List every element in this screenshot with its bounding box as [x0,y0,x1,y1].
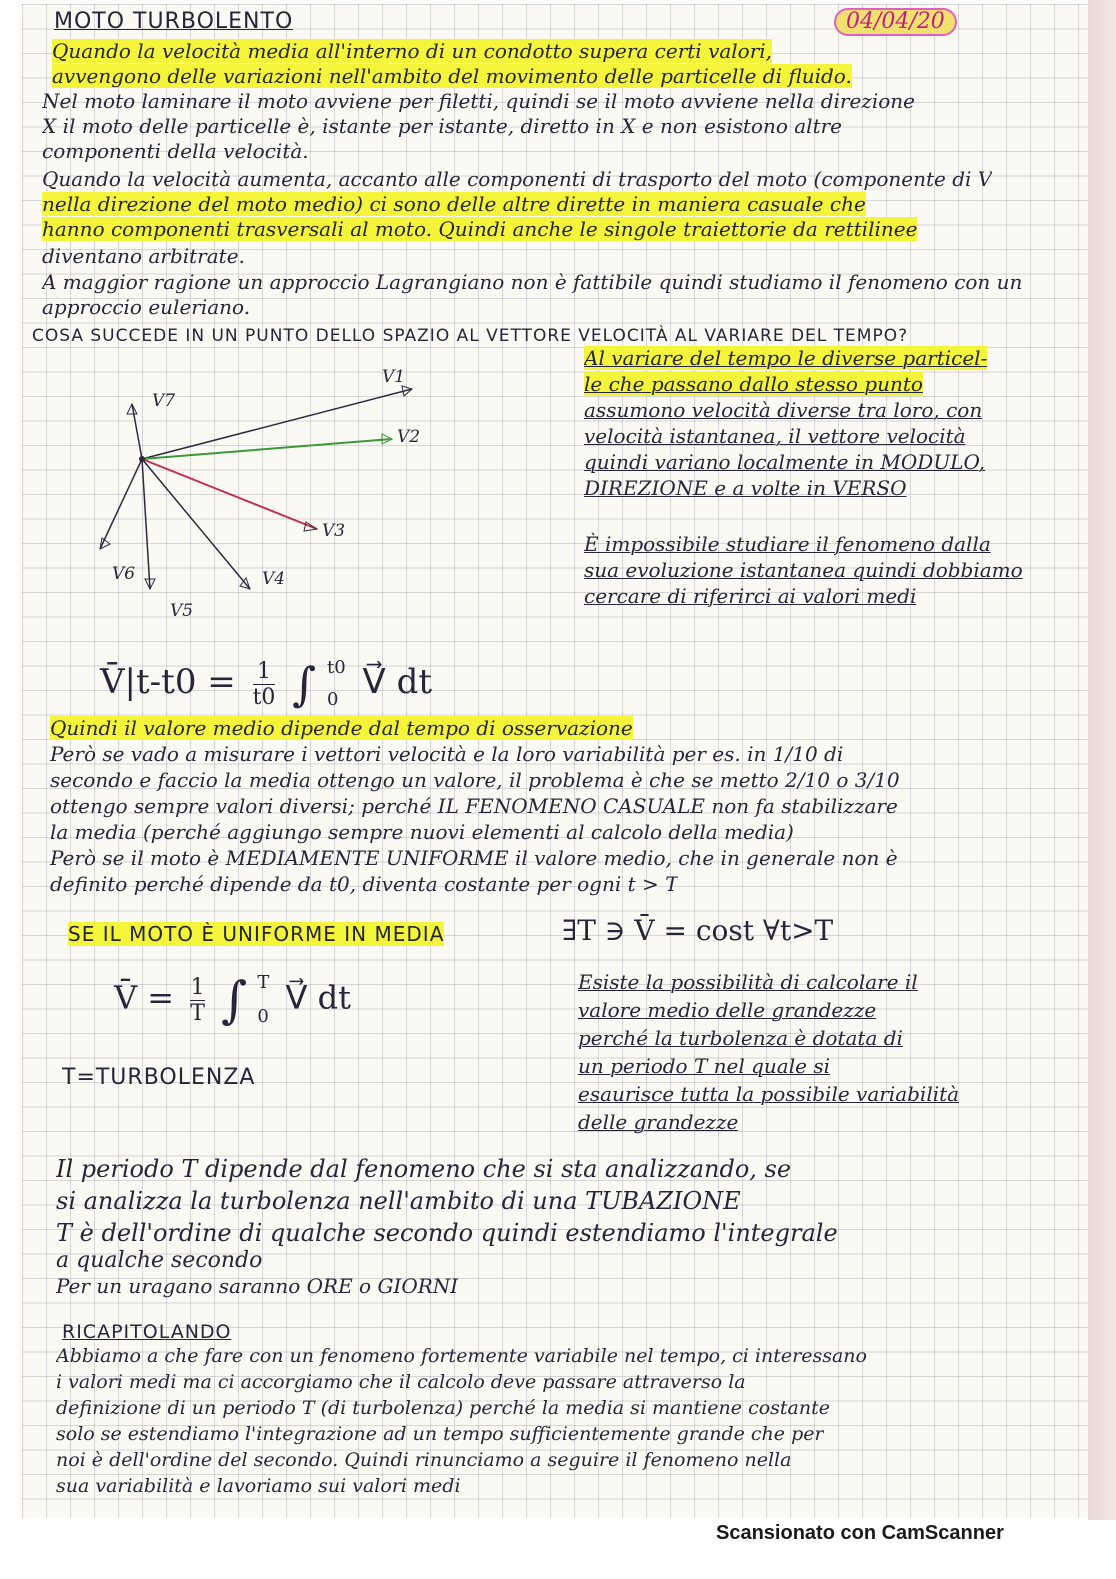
scanner-footer: Scansionato con CamScanner [716,1522,1004,1544]
formula-uniform-integrand: V⃗ dt [285,978,351,1017]
variation-line-2: le che passano dallo stesso punto [584,372,923,396]
vector-v3 [142,459,317,529]
label-v2: V2 [397,427,421,447]
period-line-2: si analizza la turbolenza nell'ambito di una TUBAZIONE [56,1187,741,1215]
formula-uniform-lhs: V̄ = [114,978,175,1017]
mean-line-4: ottengo sempre valori diversi; perché IL FENOMENO CASUALE non fa stabilizzare [50,794,898,818]
impossible-line-3: cercare di riferirci ai valori medi [584,584,917,608]
formula-uniform-upper: T [257,972,270,993]
formula-time-mean [100,652,432,716]
intro-line-4: X il moto delle particelle è, istante per istante, diretto in X e non esistono altre [42,114,843,138]
formula-time-mean-lhs: V̄|t-t0 = [100,662,236,702]
mean-line-1 [50,716,633,740]
period-line-3: T è dell'ordine di qualche secondo quindi estendiamo l'integrale [56,1219,838,1247]
period-line-5: Per un uragano saranno ORE o GIORNI [56,1274,459,1298]
summary-line-5: noi è dell'ordine del secondo. Quindi rinunciamo a seguire il fenomeno nella [56,1449,792,1471]
summary-line-1: Abbiamo a che fare con un fenomeno fortemente variabile nel tempo, ci interessano [56,1345,867,1367]
formula-time-mean-den: t0 [252,684,276,710]
period-line-4: a qualche secondo [56,1248,263,1273]
label-v6: V6 [112,564,136,584]
period-side-line-5: esaurisce tutta la possibile variabilità [578,1082,960,1106]
intro-line-11: approccio euleriano. [42,295,251,319]
period-side-line-4: un periodo T nel quale si [578,1054,830,1078]
formula-time-mean-lower: 0 [327,689,339,710]
formula-uniform-integral: ∫ [221,971,248,1029]
mean-line-1-text: Quindi il valore medio dipende dal tempo di osservazione [50,716,633,740]
variation-line-4: velocità istantanea, il vettore velocità [584,424,966,448]
intro-line-9: diventano arbitrate. [42,244,245,268]
intro-line-2: avvengono delle variazioni nell'ambito del movimento delle particelle di fluido. [52,64,852,88]
formula-uniform-den: T [190,1000,205,1026]
formula-time-mean-num: 1 [253,659,276,685]
formula-uniform-mean [114,966,351,1034]
summary-line-4: solo se estendiamo l'integrazione ad un tempo sufficientemente grande che per [56,1423,824,1445]
formula-time-mean-integral: ∫ [292,657,317,711]
label-v4: V4 [262,569,286,589]
formula-time-mean-integrand: V⃗ dt [362,662,433,702]
date-badge: 04/04/20 [834,8,957,36]
impossible-line-2: sua evoluzione istantanea quindi dobbiamo [584,558,1023,582]
page-title: MOTO TURBOLENTO [54,10,294,34]
formula-uniform-num: 1 [190,974,205,1000]
intro-line-8: hanno componenti trasversali al moto. Quindi anche le singole traiettorie da rettilinee [42,217,918,241]
impossible-line-1: È impossibile studiare il fenomeno dalla [584,532,991,556]
vector-v5 [142,459,150,589]
intro-line-6: Quando la velocità aumenta, accanto alle componenti di trasporto del moto (componente di V [42,167,993,191]
label-v3: V3 [322,521,346,541]
page-edge [1088,0,1116,1520]
variation-line-6: DIREZIONE e a volte in VERSO [584,476,907,500]
formula-uniform-lower: 0 [257,1006,269,1027]
mean-line-7: definito perché dipende da t0, diventa costante per ogni t > T [50,872,679,896]
uniform-heading: SE IL MOTO È UNIFORME IN MEDIA [68,922,445,946]
period-side-line-2: valore medio delle grandezze [578,998,877,1022]
label-v5: V5 [170,601,194,621]
intro-line-7: nella direzione del moto medio) ci sono delle altre dirette in maniera casuale che [42,192,866,216]
intro-line-3: Nel moto laminare il moto avviene per filetti, quindi se il moto avviene nella direzione [42,89,915,113]
variation-line-5: quindi variano localmente in MODULO, [584,450,986,474]
summary-line-6: sua variabilità e lavoriamo sui valori medi [56,1475,461,1497]
vector-v6 [100,459,142,549]
intro-line-10: A maggior ragione un approccio Lagrangiano non è fattibile quindi studiamo il fenomeno con un [42,270,1023,294]
summary-line-2: i valori medi ma ci accorgiamo che il calcolo deve passare attraverso la [56,1371,746,1393]
mean-line-5: la media (perché aggiungo sempre nuovi elementi al calcolo della media) [50,820,794,844]
intro-line-1: Quando la velocità media all'interno di un condotto supera certi valori, [52,39,773,63]
question-heading: COSA SUCCEDE IN UN PUNTO DELLO SPAZIO AL VETTORE VELOCITÀ AL VARIARE DEL TEMPO? [32,326,909,346]
period-side-line-6: delle grandezze [578,1110,739,1134]
intro-line-5: componenti della velocità. [42,139,309,163]
mean-line-2: Però se vado a misurare i vettori velocità e la loro variabilità per es. in 1/10 di [50,742,844,766]
grid-paper [22,4,1092,1518]
formula-time-mean-upper: t0 [327,657,346,678]
velocity-vector-diagram [82,364,442,624]
summary-line-3: definizione di un periodo T (di turbolenza) perché la media si mantiene costante [56,1397,830,1419]
period-line-1: Il periodo T dipende dal fenomeno che si sta analizzando, se [56,1155,792,1183]
label-v1: V1 [382,367,406,387]
variation-line-3: assumono velocità diverse tra loro, con [584,398,983,422]
vector-v7 [132,404,142,459]
period-side-line-3: perché la turbolenza è dotata di [578,1026,903,1050]
mean-line-3: secondo e faccio la media ottengo un valore, il problema è che se metto 2/10 o 3/10 [50,768,900,792]
variation-line-1: Al variare del tempo le diverse particel- [584,346,988,370]
t-definition: T=TURBOLENZA [62,1066,256,1090]
uniform-condition: ∃T ∋ V̄ = cost ∀t>T [562,914,834,947]
vector-v4 [142,459,250,589]
label-v7: V7 [152,391,176,411]
mean-line-6: Però se il moto è MEDIAMENTE UNIFORME il valore medio, che in generale non è [50,846,898,870]
period-side-line-1: Esiste la possibilità di calcolare il [578,970,918,994]
origin-point [139,456,145,462]
summary-heading: RICAPITOLANDO [62,1321,232,1343]
